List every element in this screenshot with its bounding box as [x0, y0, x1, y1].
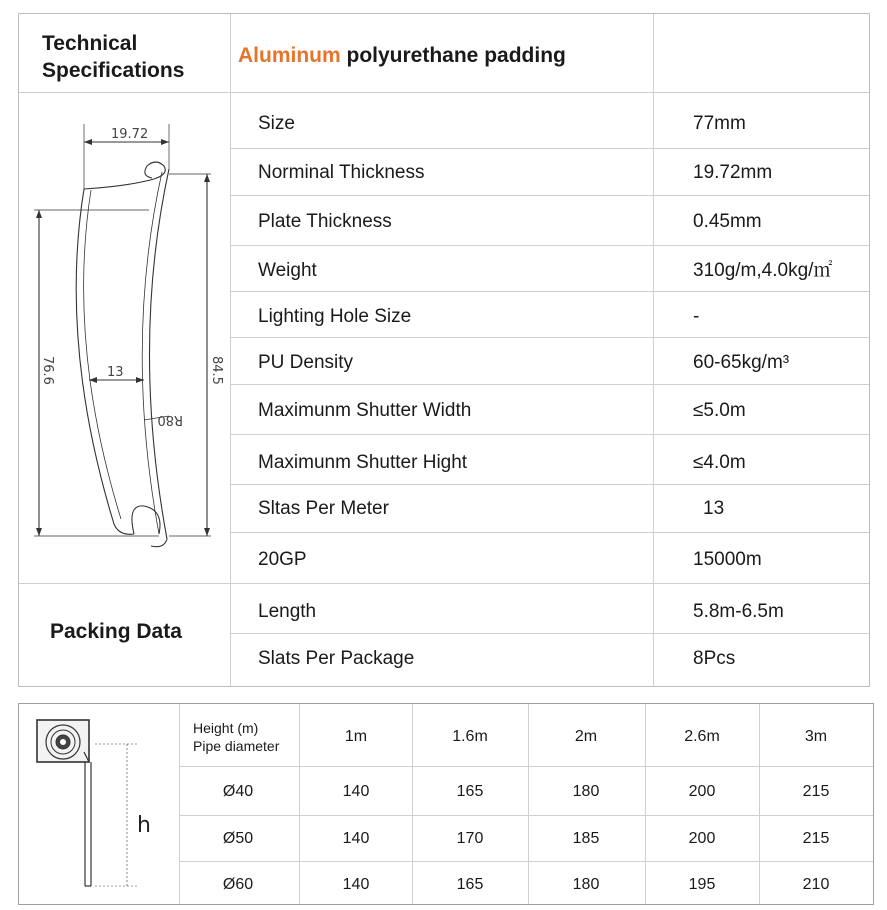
packing-value: 8Pcs [693, 648, 736, 669]
row-divider [179, 766, 873, 767]
row-divider [179, 815, 873, 816]
spec-value: - [693, 306, 700, 327]
table-cell: 180 [572, 876, 600, 893]
row-divider [230, 337, 869, 338]
technical-specifications-table [18, 13, 870, 687]
section-heading-packing-data: Packing Data [50, 620, 182, 643]
spec-value: 15000m [693, 549, 762, 570]
product-title [238, 44, 566, 68]
table-cell: 165 [456, 876, 484, 893]
height-column-header: 1m [344, 728, 368, 745]
row-divider [230, 245, 869, 246]
pipe-diameter-table [18, 703, 874, 905]
dimension-right-height: 84.5 [209, 356, 224, 385]
table-cell: 180 [572, 783, 600, 800]
row-divider [19, 92, 869, 93]
roller-shutter-illustration [29, 714, 174, 894]
column-divider [759, 704, 760, 904]
table-cell: 165 [456, 783, 484, 800]
height-column-header: 2m [574, 728, 598, 745]
spec-label: Weight [258, 260, 317, 281]
row-divider [179, 861, 873, 862]
dimension-radius: R80 [157, 412, 183, 427]
row-divider [230, 291, 869, 292]
spec-value: 60-65kg/m³ [693, 352, 790, 373]
spec-label: PU Density [258, 352, 354, 373]
table-cell: 200 [688, 783, 716, 800]
table-cell: 215 [802, 783, 830, 800]
dimension-top-width: 19.72 [111, 127, 149, 142]
slat-profile-drawing [19, 94, 229, 582]
column-divider [230, 14, 231, 686]
table-cell: 195 [688, 876, 716, 893]
packing-value: 5.8m-6.5m [693, 601, 784, 622]
spec-label: Norminal Thickness [258, 162, 425, 183]
row-divider [230, 633, 869, 634]
spec-label: Sltas Per Meter [258, 498, 389, 519]
packing-label: Length [258, 601, 317, 622]
spec-value: 19.72mm [693, 162, 773, 183]
spec-label: Maximunm Shutter Hight [258, 452, 468, 473]
table-cell: 210 [802, 876, 830, 893]
header-height-label: Height (m) [193, 720, 259, 736]
spec-label: Maximunm Shutter Width [258, 400, 472, 421]
spec-label: Plate Thickness [258, 211, 392, 232]
dimension-left-height: 76.6 [40, 356, 55, 385]
row-divider [230, 384, 869, 385]
row-divider [230, 484, 869, 485]
spec-value: 77mm [693, 113, 746, 134]
table-cell: 185 [572, 830, 600, 847]
row-divider [230, 532, 869, 533]
row-divider [230, 148, 869, 149]
header-height-pipe-diameter [193, 719, 279, 755]
table-cell: 140 [342, 783, 370, 800]
spec-label: 20GP [258, 549, 307, 570]
spec-value: 0.45mm [693, 211, 762, 232]
spec-value: 13 [703, 498, 725, 519]
pipe-diameter-cell: Ø60 [222, 876, 254, 893]
height-h-label: h [137, 813, 151, 838]
column-divider [179, 704, 180, 904]
table-cell: 170 [456, 830, 484, 847]
row-divider [230, 434, 869, 435]
section-heading-technical-specifications: Technical Specifications [42, 32, 185, 82]
dimension-inner: 13 [107, 365, 124, 380]
column-divider [645, 704, 646, 904]
column-divider [412, 704, 413, 904]
product-title-rest: polyurethane padding [340, 44, 566, 67]
spec-label: Size [258, 113, 295, 134]
pipe-diameter-cell: Ø40 [222, 783, 254, 800]
table-cell: 215 [802, 830, 830, 847]
row-divider [230, 195, 869, 196]
packing-label: Slats Per Package [258, 648, 415, 669]
product-title-accent: Aluminum [238, 44, 341, 67]
height-column-header: 2.6m [684, 728, 720, 745]
column-divider [299, 704, 300, 904]
profile-right-edge [149, 169, 169, 547]
column-divider [653, 14, 654, 686]
spec-value: 310g/m,4.0kg/㎡ [693, 260, 833, 281]
pipe-diameter-cell: Ø50 [222, 830, 254, 847]
spec-label: Lighting Hole Size [258, 306, 412, 327]
spec-value: ≤5.0m [693, 400, 746, 421]
table-cell: 140 [342, 830, 370, 847]
height-column-header: 1.6m [452, 728, 488, 745]
column-divider [528, 704, 529, 904]
spec-value: ≤4.0m [693, 452, 746, 473]
table-cell: 200 [688, 830, 716, 847]
table-cell: 140 [342, 876, 370, 893]
header-pipe-diameter-label: Pipe diameter [193, 738, 280, 754]
row-divider [19, 583, 869, 584]
height-column-header: 3m [804, 728, 828, 745]
